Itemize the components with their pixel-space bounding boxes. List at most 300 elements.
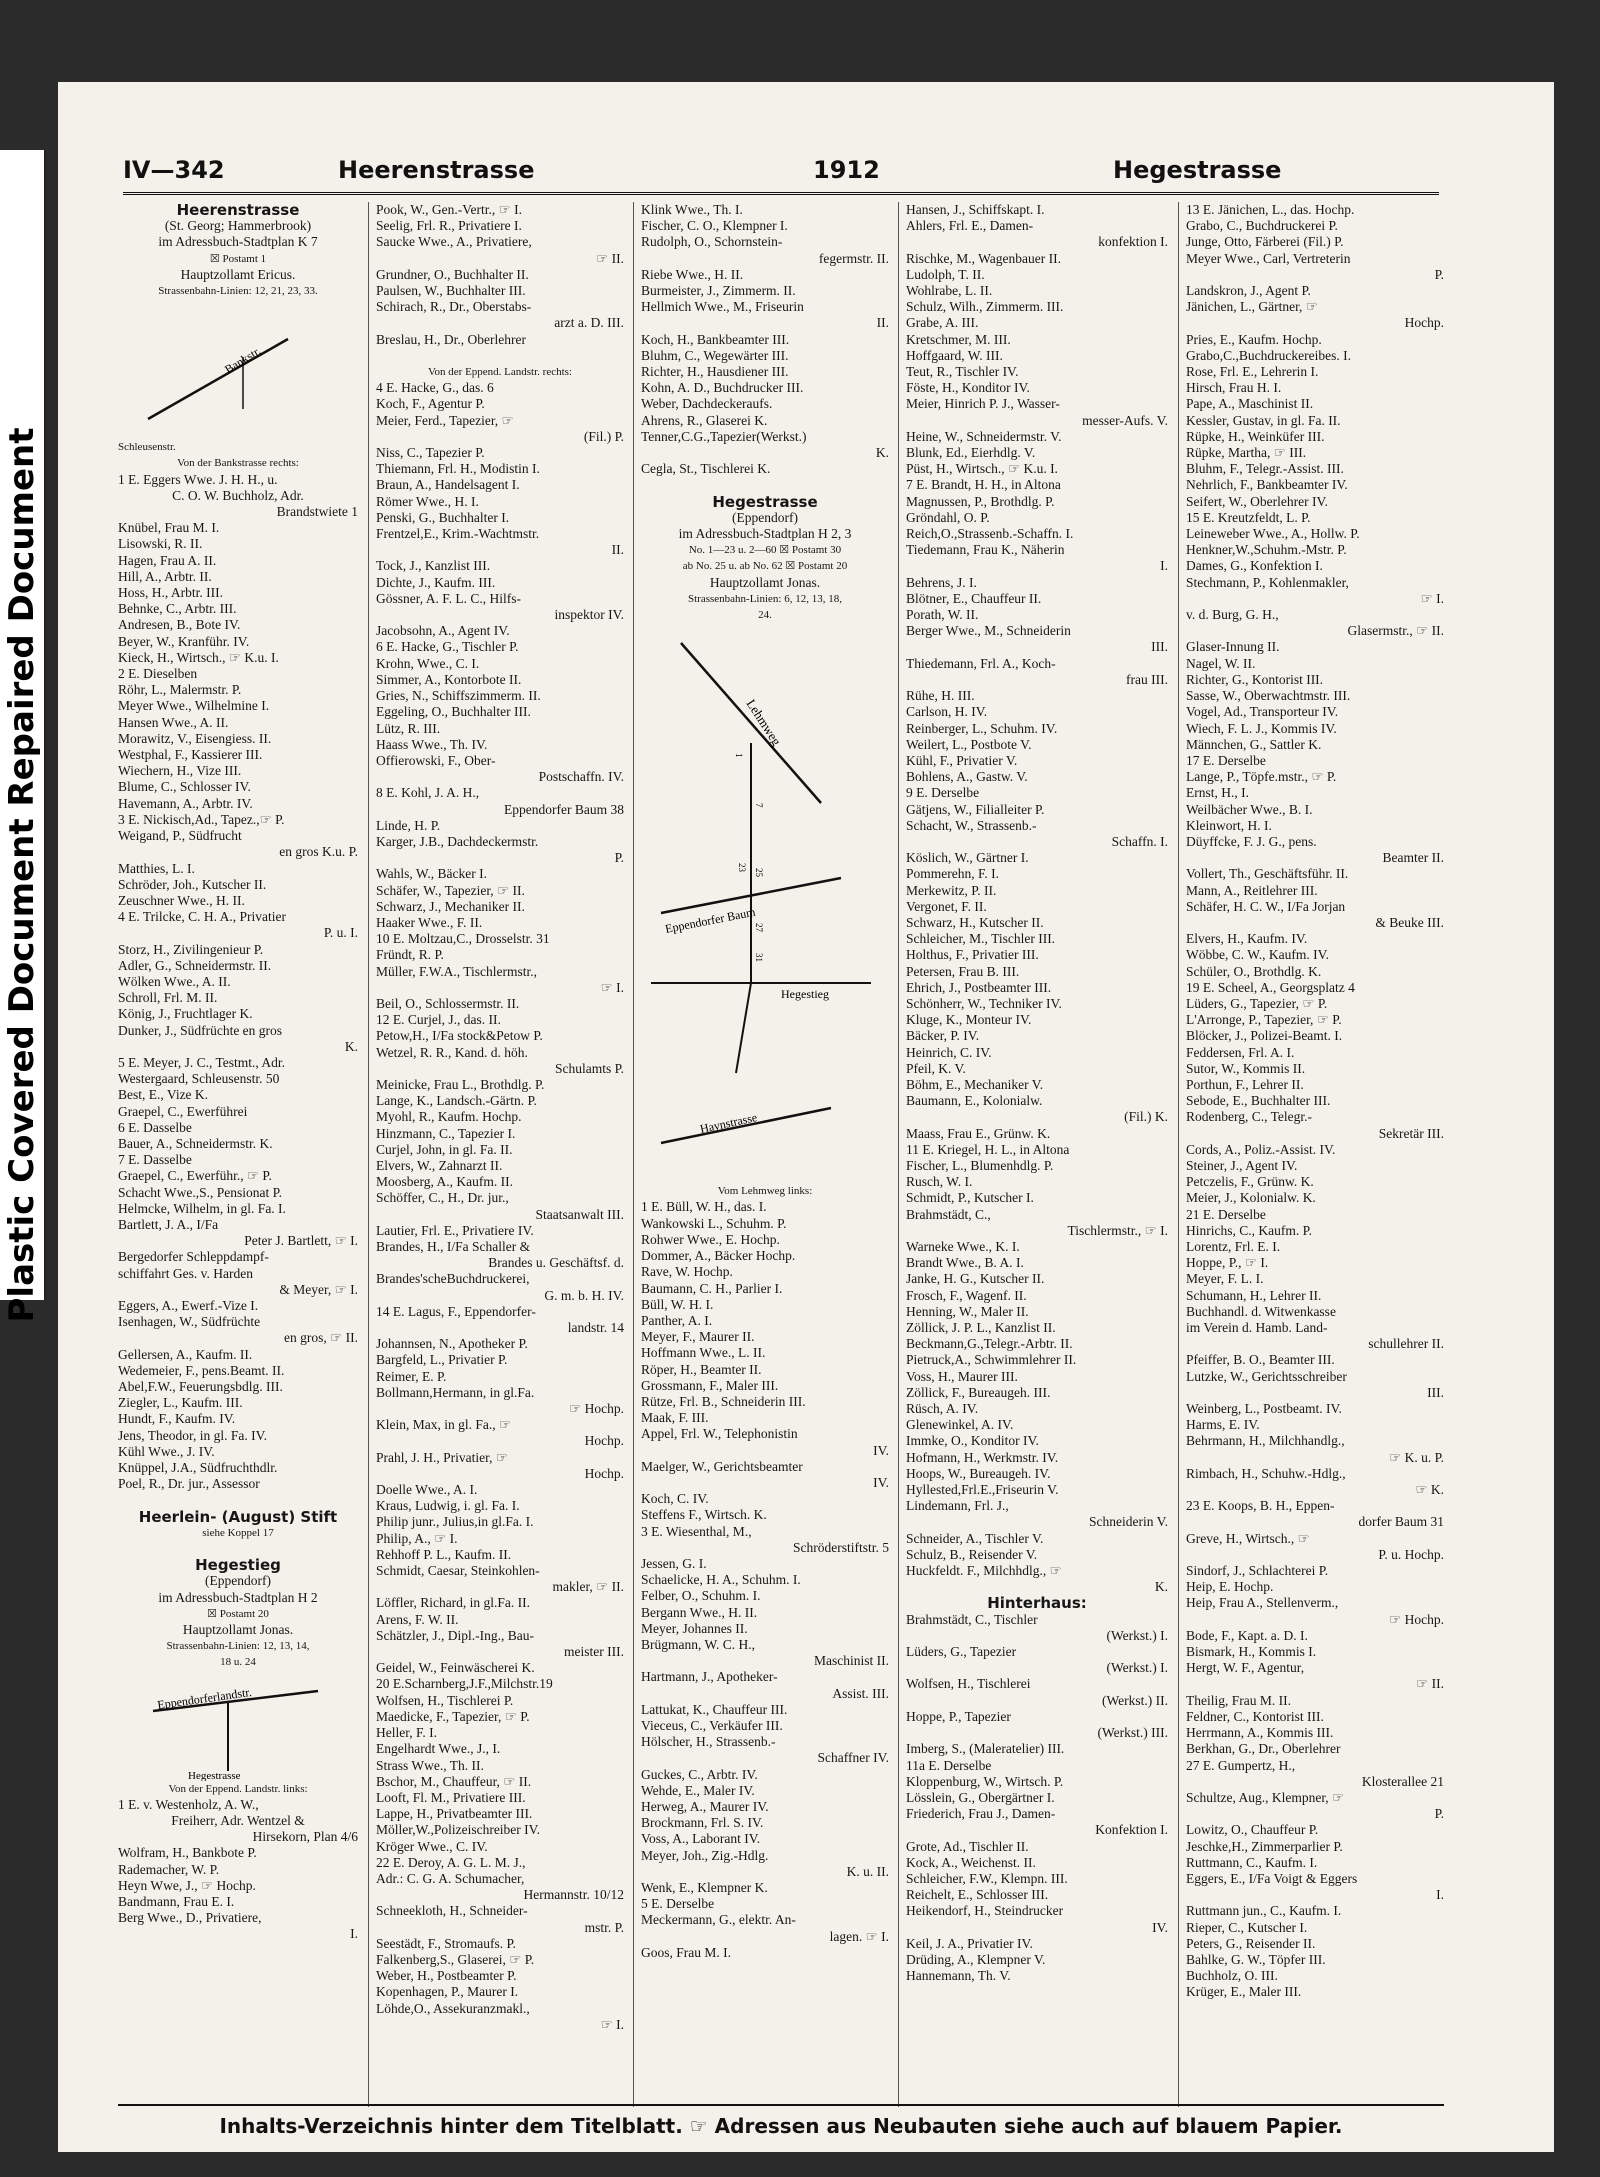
directory-entry: Kühl, F., Privatier V. [906,752,1018,768]
directory-entry: v. d. Burg, G. H., [1186,607,1279,623]
directory-entry: ☞ I. [600,2016,624,2032]
directory-entry: Grabo,C.,Buchdruckereibes. I. [1186,347,1351,363]
directory-entry: Voss, A., Laborant IV. [641,1831,761,1847]
directory-entry: Lütz, R. III. [376,720,441,736]
directory-entry: IV. [873,1474,889,1490]
directory-entry: Jens, Theodor, in gl. Fa. IV. [118,1427,267,1443]
directory-entry: Klosterallee 21 [1361,1773,1444,1789]
directory-entry: Schönherr, W., Techniker IV. [906,995,1062,1011]
directory-entry: Rüpke, Martha, ☞ III. [1186,445,1307,461]
directory-entry: Linde, H. P. [376,817,441,833]
directory-entry: siehe Koppel 17 [202,1526,274,1539]
directory-entry: Hansen Wwe., A. II. [118,714,229,730]
directory-entry: Knübel, Frau M. I. [118,520,220,536]
directory-entry: Schleicher, F.W., Klempn. III. [906,1870,1068,1886]
directory-entry: Meinicke, Frau L., Brothdlg. P. [376,1076,545,1092]
directory-entry: ☞ I. [1420,590,1444,606]
directory-entry: Strassenbahn-Linien: 12, 21, 23, 33. [158,285,318,298]
directory-entry: Krohn, Wwe., C. I. [376,655,480,671]
directory-entry: Lappe, H., Privatbeamter III. [376,1806,533,1822]
directory-entry: Moosberg, A., Kaufm. II. [376,1174,513,1190]
directory-entry: Krüger, E., Maler III. [1186,1984,1302,2000]
directory-entry: Meyer, Johannes II. [641,1620,748,1636]
directory-entry: Gellersen, A., Kaufm. II. [118,1346,253,1362]
street-map-container [641,623,889,1183]
directory-entry: Cords, A., Poliz.-Assist. IV. [1186,1141,1336,1157]
directory-entry: Offierowski, F., Ober- [376,752,496,768]
directory-entry: Lautier, Frl. E., Privatiere IV. [376,1222,534,1238]
directory-entry: Helmcke, Wilhelm, in gl. Fa. I. [118,1200,286,1216]
directory-entry: (Werkst.) I. [1106,1660,1168,1676]
directory-entry: Kessler, Gustav, in gl. Fa. II. [1186,412,1341,428]
directory-entry: Eggeling, O., Buchhalter III. [376,704,531,720]
directory-entry: Johannsen, N., Apotheker P. [376,1336,528,1352]
directory-entry: Heller, F. I. [376,1725,437,1741]
directory-entry: 3 E. Wiesenthal, M., [641,1523,752,1539]
directory-entry: 3 E. Nickisch,Ad., Tapez.,☞ P. [118,811,285,827]
directory-entry: Elvers, W., Zahnarzt II. [376,1157,503,1173]
directory-entry: Hofmann, H., Werkmstr. IV. [906,1449,1059,1465]
directory-entry: Kloppenburg, W., Wirtsch. P. [906,1773,1064,1789]
directory-entry: Havemann, A., Arbtr. IV. [118,795,253,811]
directory-entry: Bergedorfer Schleppdampf- [118,1249,269,1265]
directory-entry: Hölscher, H., Strassenb.- [641,1734,776,1750]
directory-entry: Weber, Dachdeckeraufs. [641,396,773,412]
directory-entry: Dunker, J., Südfrüchte en gros [118,1022,283,1038]
directory-entry: 7 E. Brandt, H. H., in Altona [906,477,1061,493]
directory-entry: Breslau, H., Dr., Oberlehrer [376,331,526,347]
directory-entry: Grabe, A. III. [906,315,979,331]
directory-entry: Lösslein, G., Obergärtner I. [906,1789,1055,1805]
directory-entry: Sebode, E., Buchhalter III. [1186,1093,1331,1109]
directory-entry: Friederich, Frau J., Damen- [906,1806,1056,1822]
directory-entry: Lange, K., Landsch.-Gärtn. P. [376,1093,537,1109]
directory-entry: Brügmann, W. C. H., [641,1636,756,1652]
directory-entry: Drüding, A., Klempner V. [906,1951,1046,1967]
directory-entry: lagen. ☞ I. [829,1928,889,1944]
directory-entry: Theilig, Frau M. II. [1186,1692,1291,1708]
directory-entry: Vollert, Th., Geschäftsführ. II. [1186,866,1349,882]
directory-entry: Richter, H., Hausdiener III. [641,364,789,380]
directory-entry: IV. [1152,1919,1168,1935]
directory-entry: Matthies, L. I. [118,860,195,876]
directory-entry: Schaelicke, H. A., Schuhm. I. [641,1572,801,1588]
directory-entry: Sasse, W., Oberwachtmstr. III. [1186,688,1351,704]
directory-entry: Jänichen, L., Gärtner, ☞ [1186,299,1318,315]
directory-entry: ab No. 25 u. ab No. 62 ☒ Postamt 20 [682,560,848,573]
directory-entry: Rave, W. Hochp. [641,1264,733,1280]
directory-entry: 20 E.Scharnberg,J.F.,Milchstr.19 [376,1676,553,1692]
directory-entry: Maelger, W., Gerichtsbeamter [641,1458,803,1474]
directory-entry: (Eppendorf) [732,509,798,525]
heeren-street-map [118,299,348,439]
column-divider [898,202,899,2107]
directory-entry: Berger Wwe., M., Schneiderin [906,623,1071,639]
directory-entry: en gros, ☞ II. [284,1330,358,1346]
directory-entry: Hoppe, P., ☞ I. [1186,1255,1269,1271]
directory-entry: P. [1434,1806,1444,1822]
directory-entry: Lange, P., Töpfe.mstr., ☞ P. [1186,769,1337,785]
map-house-number: 31 [754,953,764,963]
directory-entry: Heip, Frau A., Stellenverm., [1186,1595,1339,1611]
directory-entry: Eppendorfer Baum 38 [504,801,624,817]
directory-entry: 1 E. v. Westenholz, A. W., [118,1796,259,1812]
directory-entry: 5 E. Derselbe [641,1896,715,1912]
directory-entry: Abel,F.W., Feuerungsbdlg. III. [118,1379,283,1394]
directory-entry: Schüler, O., Brothdlg. K. [1186,963,1322,979]
directory-entry: Burmeister, J., Zimmerm. II. [641,283,796,299]
column-2 [376,202,624,2102]
hegestieg-street-map [118,1671,348,1781]
directory-entry: Arens, F. W. II. [376,1611,459,1627]
directory-entry: Herrmann, A., Kommis III. [1186,1725,1334,1741]
side-label-strip [0,150,46,1323]
directory-entry: Hoffgaard, W. III. [906,347,1003,363]
directory-entry: Meyer, F. L. I. [1186,1271,1264,1287]
directory-entry: Büll, W. H. I. [641,1296,714,1312]
directory-entry: 11a E. Derselbe [906,1757,992,1773]
directory-entry: 8 E. Kohl, J. A. H., [376,785,480,801]
map-label-bankstr: Bankstr. [222,343,264,377]
directory-entry: I. [1436,1887,1444,1903]
map-street-line [736,983,751,1073]
directory-entry: Hochp. [1404,315,1444,331]
directory-entry: Teut, R., Tischler IV. [906,364,1019,380]
directory-entry: Heinrich, C. IV. [906,1044,992,1060]
directory-entry: Pape, A., Maschinist II. [1186,396,1314,412]
directory-entry: Rehhoff P. L., Kaufm. II. [376,1546,512,1562]
directory-entry: Henning, W., Maler II. [906,1303,1029,1319]
directory-entry: Prahl, J. H., Privatier, ☞ [376,1449,508,1465]
directory-entry: Looft, Fl. M., Privatiere III. [376,1789,526,1805]
directory-entry: Pfeiffer, B. O., Beamter III. [1186,1352,1335,1368]
directory-entry: dorfer Baum 31 [1358,1514,1444,1530]
directory-entry: Ehrich, J., Postbeamter III. [906,979,1052,995]
directory-entry: Brahmstädt, C., [906,1206,991,1222]
directory-entry: Bode, F., Kapt. a. D. I. [1186,1627,1308,1643]
directory-entry: Grote, Ad., Tischler II. [906,1838,1029,1854]
directory-entry: Hegestrasse [712,493,818,510]
directory-entry: Ludolph, T. II. [906,266,985,282]
directory-entry: 22 E. Deroy, A. G. L. M. J., [376,1854,526,1870]
directory-entry: Meier, Hinrich P. J., Wasser- [906,396,1060,412]
directory-entry: Holthus, F., Privatier III. [906,947,1039,963]
directory-entry: Schulz, Wilh., Zimmerm. III. [906,299,1064,315]
directory-entry: Ruttmann jun., C., Kaufm. I. [1186,1903,1342,1919]
directory-entry: 1 E. Büll, W. H., das. I. [641,1199,767,1215]
directory-entry: Engelhardt Wwe., J., I. [376,1741,501,1757]
directory-entry: K. [344,1038,358,1054]
directory-entry: Glasermstr., ☞ II. [1347,623,1444,639]
directory-entry: C. O. W. Buchholz, Adr. [172,487,304,503]
directory-entry [376,348,624,364]
directory-entry: Weilert, L., Postbote V. [906,736,1032,752]
directory-entry: Assist. III. [832,1685,889,1701]
directory-entry: P. [614,850,624,866]
directory-entry: ☞ I. [600,979,624,995]
directory-entry: Philip junr., Julius,in gl.Fa. I. [376,1514,534,1530]
directory-entry: Reichelt, E., Schlosser III. [906,1887,1049,1903]
directory-entry: Pfeil, K. V. [906,1060,966,1076]
directory-entry: Hinterhaus: [987,1595,1087,1612]
directory-entry: Bartlett, J. A., I/Fa [118,1216,219,1232]
header-year: 1912 [813,156,880,184]
directory-entry: Heerenstrasse [176,202,300,219]
directory-entry: Adr.: C. G. A. Schumacher, [376,1870,525,1886]
directory-entry: Lattukat, K., Chauffeur III. [641,1701,788,1717]
directory-entry: IV. [873,1442,889,1458]
directory-entry: Hyllested,Frl.E.,Friseurin V. [906,1482,1059,1498]
directory-entry: Schaffner IV. [817,1750,889,1766]
directory-entry: Rusch, W. I. [906,1174,973,1190]
directory-entry: Wohlrabe, L. II. [906,283,993,299]
directory-entry: Buchhandl. d. Witwenkasse [1186,1303,1336,1319]
street-map-container [118,1671,358,1781]
directory-entry: Goos, Frau M. I. [641,1944,731,1960]
directory-entry: 17 E. Derselbe [1186,752,1266,768]
directory-entry: Bollmann,Hermann, in gl.Fa. [376,1384,535,1400]
directory-entry: Sindorf, J., Schlachterei P. [1186,1563,1329,1579]
directory-entry: Staatsanwalt III. [535,1206,624,1222]
directory-entry: Hergt, W. F., Agentur, [1186,1660,1305,1676]
directory-entry: Karger, J.B., Dachdeckermstr. [376,833,539,849]
directory-entry: Dames, G., Konfektion I. [1186,558,1323,574]
directory-entry: Brandstwiete 1 [276,504,358,520]
map-house-number: 23 [737,863,747,873]
directory-entry: landstr. 14 [567,1320,624,1336]
directory-entry: K. u. II. [846,1863,889,1879]
directory-entry: Meier, Ferd., Tapezier, ☞ [376,412,514,428]
directory-entry: Röhr, L., Malermstr. P. [118,682,242,698]
directory-entry: Fischer, C. O., Klempner I. [641,218,788,234]
directory-entry: Seestädt, F., Stromaufs. P. [376,1935,516,1951]
directory-entry: Schwarz, H., Kutscher II. [906,914,1044,930]
directory-entry: Meckermann, G., elektr. An- [641,1912,796,1928]
directory-entry: Rüpke, H., Weinküfer III. [1186,428,1325,444]
directory-entry: P. u. Hochp. [1378,1546,1444,1562]
directory-entry: Adler, G., Schneidermstr. II. [118,957,272,973]
directory-entry: III. [1427,1384,1444,1400]
directory-entry: Westphal, F., Kassierer III. [118,747,263,763]
directory-entry: Schacht, W., Strassenb.- [906,817,1037,833]
directory-entry: Hill, A., Arbtr. II. [118,568,212,584]
directory-entry: 13 E. Jänichen, L., das. Hochp. [1186,202,1355,217]
map-label-eppendorferlandstr: Eppendorferlandstr. [156,1684,253,1712]
directory-entry: Rischke, M., Wagenbauer II. [906,250,1061,266]
directory-entry: Hartmann, J., Apotheker- [641,1669,778,1685]
directory-entry: makler, ☞ II. [552,1579,624,1595]
directory-entry: Lüders, G., Tapezier, ☞ P. [1186,995,1328,1011]
directory-entry: Männchen, G., Sattler K. [1186,736,1322,752]
page-footer [118,2104,1444,2146]
map-label-hegestrasse: Hegestrasse [188,1769,241,1781]
directory-entry: Warneke Wwe., K. I. [906,1239,1020,1254]
directory-entry: Blume, C., Schlosser IV. [118,779,251,795]
directory-entry: Koch, H., Bankbeamter III. [641,331,790,347]
directory-entry: Curjel, John, in gl. Fa. II. [376,1141,513,1157]
directory-entry: 12 E. Curjel, J., das. II. [376,1012,501,1028]
directory-entry: Braun, A., Handelsagent I. [376,477,520,493]
directory-entry: Jessen, G. I. [641,1555,707,1571]
directory-entry: Eggers, A., Ewerf.-Vize I. [118,1297,259,1313]
directory-entry: Feddersen, Frl. A. I. [1186,1044,1295,1060]
directory-entry: Schäfer, W., Tapezier, ☞ II. [376,882,525,898]
directory-entry: Gries, N., Schiffszimmerm. II. [376,688,541,704]
directory-entry: Heip, E. Hochp. [1186,1579,1274,1595]
directory-entry: ☞ II. [596,250,624,266]
directory-entry: Meyer, Joh., Zig.-Hdlg. [641,1847,769,1863]
directory-entry: Löhde,O., Assekuranzmakl., [376,2000,530,2016]
directory-entry: Thiemann, Frl. H., Modistin I. [376,461,540,477]
directory-entry [118,1492,358,1508]
directory-entry: Koch, C. IV. [641,1491,709,1507]
directory-entry: Rodenberg, C., Telegr.- [1186,1109,1313,1125]
directory-entry: Bahlke, G. W., Töpfer III. [1186,1951,1326,1967]
directory-entry: Böhm, E., Mechaniker V. [906,1076,1044,1092]
directory-entry: Bargfeld, L., Privatier P. [376,1352,508,1368]
directory-entry: Hermannstr. 10/12 [523,1887,624,1903]
directory-entry: Merkewitz, P. II. [906,882,997,898]
directory-entry: Rühe, H. III. [906,688,975,704]
directory-entry: im Adressbuch-Stadtplan H 2 [158,1589,318,1605]
directory-entry: Tiedemann, Frau K., Näherin [906,542,1065,558]
directory-entry: Morawitz, V., Eisengiess. II. [118,730,272,746]
directory-entry: Wiech, F. L. J., Kommis IV. [1186,720,1337,736]
directory-entry: Felber, O., Schuhm. I. [641,1588,761,1604]
directory-entry: Hoss, H., Arbtr. III. [118,585,223,601]
directory-entry: Müller, F.W.A., Tischlermstr., [376,963,538,979]
directory-entry: Bschor, M., Chauffeur, ☞ II. [376,1773,532,1789]
directory-entry: 10 E. Moltzau,C., Drosselstr. 31 [376,931,550,947]
directory-entry: II. [611,542,624,558]
directory-entry: Tock, J., Kanzlist III. [376,558,491,574]
directory-entry: Dommer, A., Bäcker Hochp. [641,1248,796,1264]
directory-entry: Wölken Wwe., A. II. [118,973,231,989]
directory-entry: Köslich, W., Gärtner I. [906,850,1029,866]
directory-entry: Grundner, O., Buchhalter II. [376,266,529,282]
directory-entry: Hauptzollamt Ericus. [180,266,296,282]
directory-entry: Beyer, W., Kranführ. IV. [118,633,250,649]
directory-entry: Junge, Otto, Färberei (Fil.) P. [1186,234,1344,250]
directory-entry: konfektion I. [1098,234,1168,250]
directory-entry: Hoffmann Wwe., L. II. [641,1345,766,1361]
directory-entry: Kröger Wwe., C. IV. [376,1838,488,1854]
directory-entry: Reinberger, L., Schuhm. IV. [906,720,1058,736]
directory-entry: & Beuke III. [1375,914,1444,930]
directory-entry: Hellmich Wwe., M., Friseurin [641,299,804,315]
directory-entry: Bandmann, Frau E. I. [118,1894,235,1910]
directory-entry: Brandt Wwe., B. A. I. [906,1255,1024,1271]
directory-entry: Haass Wwe., Th. IV. [376,736,488,752]
directory-entry: Immke, O., Konditor IV. [906,1433,1039,1449]
directory-entry: Hundt, F., Kaufm. IV. [118,1411,236,1427]
directory-entry: ☞ K. [1415,1482,1444,1498]
directory-entry: Rütze, Frl. B., Schneiderin III. [641,1393,806,1409]
directory-entry: Meyer Wwe., Carl, Vertreterin [1186,250,1351,266]
directory-entry: ☞ K. u. P. [1389,1449,1444,1465]
street-map-container [118,299,358,439]
directory-entry: Graepel, C., Ewerführei [118,1103,248,1119]
column-1 [118,202,358,2102]
directory-entry: Weigand, P., Südfrucht [118,828,242,844]
directory-entry: Bluhm, C., Wegewärter III. [641,347,789,363]
directory-entry: Frosch, F., Wagenf. II. [906,1287,1027,1303]
directory-entry: Behrens, J. I. [906,574,977,590]
directory-entry: Behnke, C., Arbtr. III. [118,601,237,617]
directory-entry: Steffens F., Wirtsch. K. [641,1507,767,1523]
directory-entry: Glaser-Innung II. [1186,639,1280,655]
directory-entry: Steiner, J., Agent IV. [1186,1157,1298,1173]
directory-entry: Brockmann, Frl. S. IV. [641,1815,764,1831]
directory-page [58,82,1554,2152]
directory-entry: K. [875,445,889,461]
directory-entry: Storz, H., Zivilingenieur P. [118,941,264,957]
directory-entry: Hinzmann, C., Tapezier I. [376,1125,516,1141]
directory-entry: Kopenhagen, P., Maurer I. [376,1984,519,2000]
directory-entry: Von der Eppend. Landstr. rechts: [428,366,572,379]
directory-entry: Baumann, C. H., Parlier I. [641,1280,783,1296]
directory-entry: meister III. [564,1644,624,1660]
directory-entry: 21 E. Derselbe [1186,1206,1266,1222]
directory-entry: Seelig, Frl. R., Privatiere I. [376,218,522,234]
directory-entry: Bäcker, P. IV. [906,1028,980,1044]
directory-entry: Myohl, R., Kaufm. Hochp. [376,1109,522,1125]
directory-entry: Schröder, Joh., Kutscher II. [118,876,267,892]
directory-entry: Gröndahl, O. P. [906,509,990,525]
map-label-hegestieg: Hegestieg [781,987,829,1002]
directory-entry: Appel, Frl. W., Telephonistin [641,1426,798,1442]
directory-entry: (Fil.) P. [583,428,624,444]
directory-entry: 9 E. Derselbe [906,785,980,801]
directory-entry: Beil, O., Schlossermstr. II. [376,995,520,1011]
column-4 [906,202,1168,2102]
directory-entry: Hegestieg [195,1557,281,1574]
directory-entry: Hochp. [584,1433,624,1449]
directory-entry: Hauptzollamt Jonas. [182,1622,294,1638]
directory-entry: Nagel, W. II. [1186,655,1256,671]
directory-entry: Petow,H., I/Fa stock&Petow P. [376,1028,543,1044]
directory-entry: 14 E. Lagus, F., Eppendorfer- [376,1303,536,1319]
directory-entry: Püst, H., Wirtsch., ☞ K.u. I. [906,461,1058,477]
directory-entry: Best, E., Vize K. [118,1087,209,1103]
directory-entry: Schacht Wwe.,S., Pensionat P. [118,1184,282,1200]
directory-entry: Jacobsohn, A., Agent IV. [376,623,510,639]
column-divider [368,202,369,2107]
directory-entry: arzt a. D. III. [554,315,624,331]
directory-entry: Reimer, E. P. [376,1368,447,1384]
directory-entry: Schleusenstr. [118,441,176,454]
directory-entry: Reich,O.,Strassenb.-Schaffn. I. [906,526,1074,542]
directory-entry: Philip, A., ☞ I. [376,1530,458,1546]
directory-entry: Ahlers, Frl. E., Damen- [906,218,1034,234]
directory-entry: Wiechern, H., Vize III. [118,763,242,779]
directory-entry: Wenk, E., Klempner K. [641,1880,768,1896]
directory-entry: Brahmstädt, C., Tischler [906,1611,1038,1627]
directory-entry: Strassenbahn-Linien: 6, 12, 13, 18, [688,592,842,605]
hegestrasse-street-map [641,623,881,1183]
directory-entry: Haaker Wwe., F. II. [376,914,483,930]
directory-entry: Kretschmer, M. III. [906,331,1011,347]
directory-entry: Schäfer, H. C. W., I/Fa Jorjan [1186,898,1346,914]
column-divider [633,202,634,2107]
directory-entry: Fischer, L., Blumenhdlg. P. [906,1157,1054,1173]
directory-entry: 18 u. 24 [220,1656,256,1669]
directory-entry: Kieck, H., Wirtsch., ☞ K.u. I. [118,649,279,665]
directory-entry: Hoppe, P., Tapezier [906,1708,1011,1724]
directory-entry: Berg Wwe., D., Privatiere, [118,1910,262,1926]
directory-entry: Simmer, A., Kontorbote II. [376,671,522,687]
directory-entry: 6 E. Hacke, G., Tischler P. [376,639,519,655]
